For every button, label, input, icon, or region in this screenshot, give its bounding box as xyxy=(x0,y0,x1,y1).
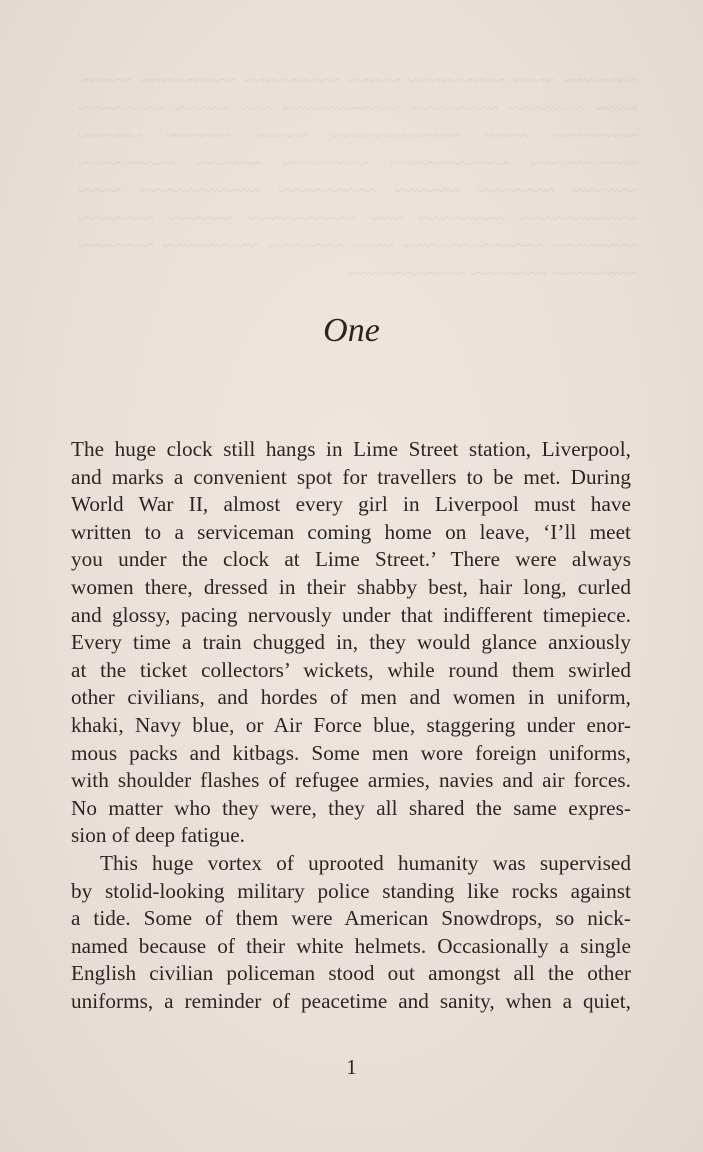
text-line: and glossy, pacing nervously under that indifferent timepiece. xyxy=(71,602,631,627)
text-line: No matter who they were, they all shared the same expres- xyxy=(71,795,631,820)
text-line: This huge vortex of uprooted humanity was supervised xyxy=(100,850,631,875)
text-line: written to a serviceman coming home on leave, ‘I’ll meet xyxy=(71,519,631,544)
paragraph xyxy=(71,436,631,850)
text-line: other civilians, and hordes of men and women in uniform, xyxy=(71,685,631,710)
show-through-texture: ~~~~~~~ ~~~~ ~~~~~~~~~ ~~~~~ ~~~~~~~~~ ~~~~~~~~~ ~~~~~ ~~~~ ~~~~~~~ ~~~~~~~~ ~~~~~~~~~~~ ~~~ ~~~~~ ~~~~~~~~ ~~~~~~~~ ~~~~ ~~~~~~~~~~~~ ~~~~~ ~~~~~~ ~~~~~~ ~~~~~~~~~~ ~~~~~~~~~~~ ~~~~~~~~ ~~~~~~ ~~~~~~~~~ ~~~~~~ ~~~~~~~ ~~~~~~ ~~~~~~~~~ ~~~~~~~~~~~ ~~~~ ~~~~~~~~~~~ ~~~~~~~~ ~~~ ~~~~~~~~~~ ~~~~~~ ~~~~~~~ ~~~~~~~~ ~~~~~~~~~~~~~ ~~~~ ~~~~~~~ ~~~~~~~~~ ~~~~~~~ ~~~~~~~~ ~~~~~~~ ~~~~~~~~~~~ xyxy=(78,70,638,285)
text-line: a tide. Some of them were American Snowdrops, so nick- xyxy=(71,906,631,931)
text-line: with shoulder flashes of refugee armies, navies and air forces. xyxy=(71,768,631,793)
text-line: uniforms, a reminder of peacetime and sanity, when a quiet, xyxy=(71,988,631,1013)
text-line: by stolid-looking military police standing like rocks against xyxy=(71,878,631,903)
text-line: khaki, Navy blue, or Air Force blue, staggering under enor- xyxy=(71,712,631,737)
text-line: sion of deep fatigue. xyxy=(71,823,246,848)
chapter-title: One xyxy=(323,312,380,349)
text-line: The huge clock still hangs in Lime Street station, Liverpool, xyxy=(71,437,631,461)
paragraph xyxy=(71,850,631,1016)
page-number: 1 xyxy=(346,1055,357,1079)
text-line: English civilian policeman stood out amongst all the other xyxy=(71,961,631,986)
text-line: at the ticket collectors’ wickets, while round them swirled xyxy=(71,657,631,682)
text-line: women there, dressed in their shabby best, hair long, curled xyxy=(71,574,631,599)
text-line: named because of their white helmets. Occasionally a single xyxy=(71,933,631,958)
text-line: World War II, almost every girl in Liverpool must have xyxy=(71,492,631,517)
text-line: mous packs and kitbags. Some men wore foreign uniforms, xyxy=(71,740,631,765)
chapter-body xyxy=(71,436,631,1015)
text-line: Every time a train chugged in, they would glance anxiously xyxy=(71,630,631,655)
text-line: and marks a convenient spot for travellers to be met. During xyxy=(71,464,631,489)
text-line: you under the clock at Lime Street.’ There were always xyxy=(71,547,631,572)
